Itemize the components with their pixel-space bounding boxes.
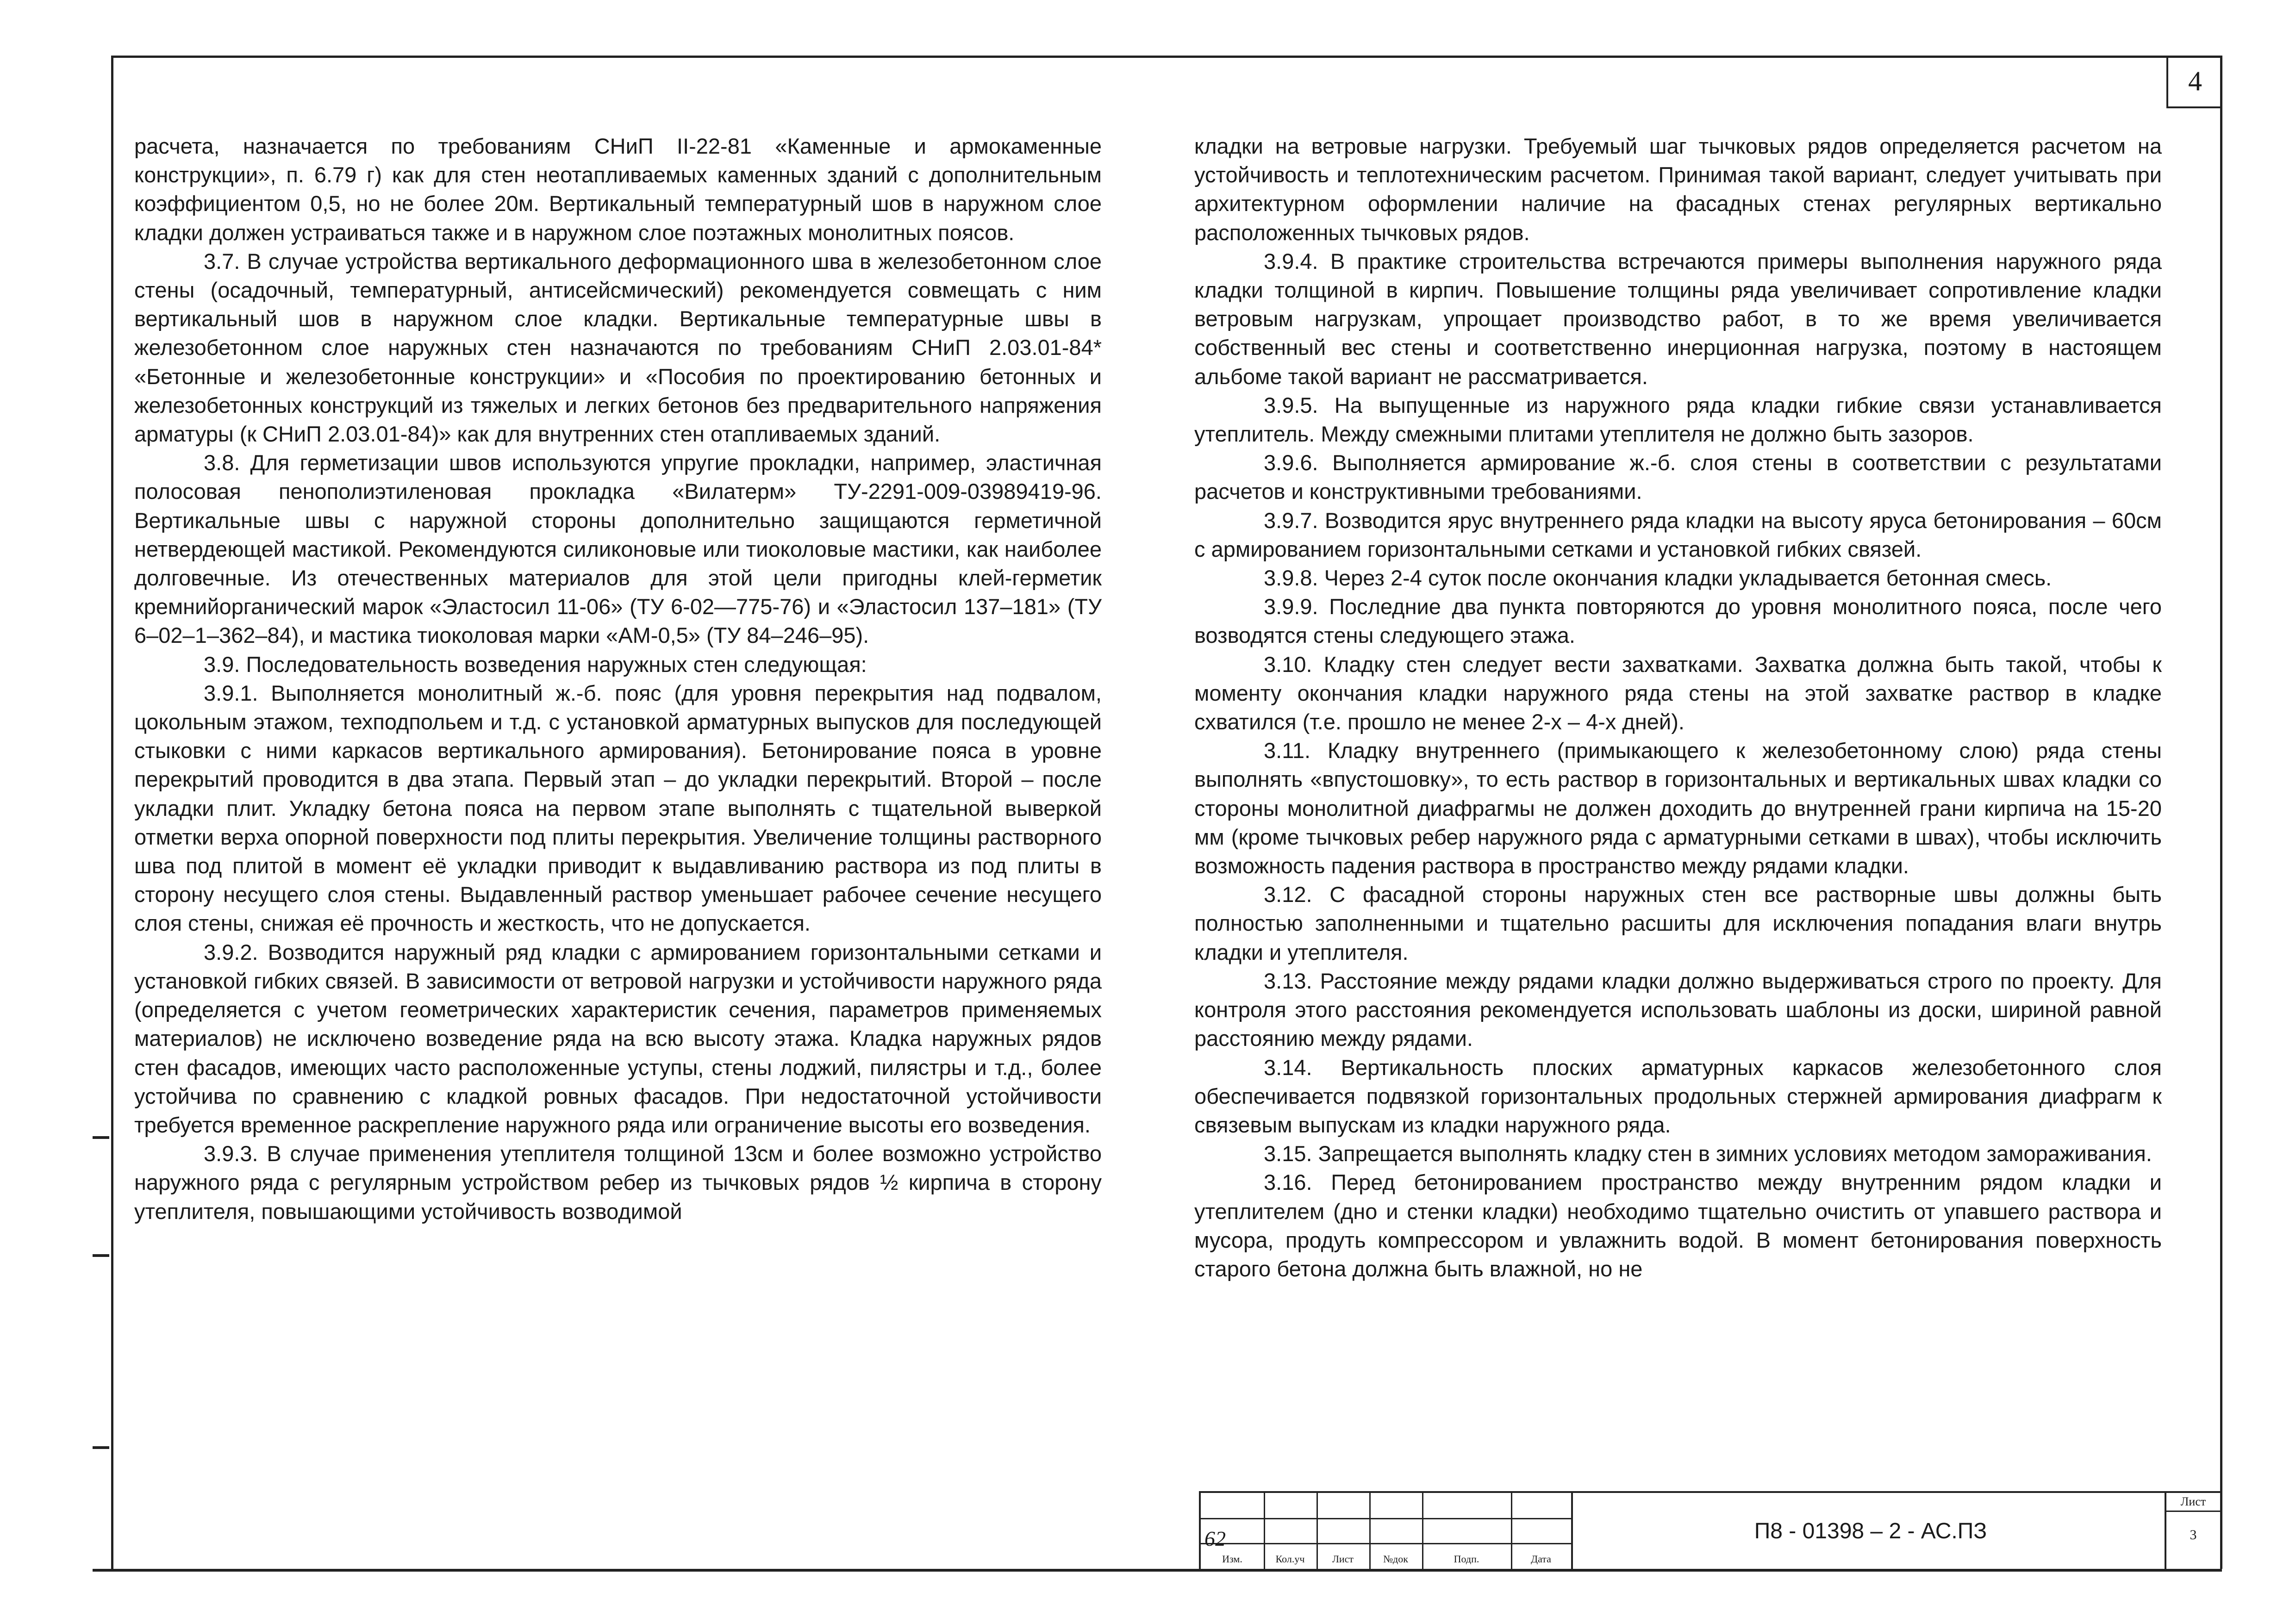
paragraph: расчета, назначается по требованиям СНиП II-22-81 «Каменные и армокаменные конструкции», п. 6.79 г) как для стен неотапливаемых каменных зданий с дополнительным коэффициентом 0,5, но не более 20м. Вертикальный температурный шов в наружном слое кладки должен устраиваться также и в наружном слое поэтажных монолитных поясов.: [134, 134, 1102, 245]
paragraph: 3.9.2. Возводится наружный ряд кладки с армированием горизонтальными сетками и установкой гибких связей. В зависимости от ветровой нагрузки и устойчивости наружного ряда (определяется с учетом геометрических характеристик сечения, параметров применяемых материалов) не исключено возведение ряда на всю высоту этажа. Кладка наружных рядов стен фасадов, имеющих часто расположенные уступы, стены лоджий, пилястры и т.д., более устойчива по сравнению с кладкой ровных фасадов. При недостаточной устойчивости требуется временное раскрепление наружного ряда или ограничение высоты его возведения.: [134, 939, 1102, 1137]
paragraph: 3.16. Перед бетонированием пространство между внутренним рядом кладки и утеплителем (дно и стенки кладки) необходимо тщательно очистить от упавшего раствора и мусора, продуть компрессором и увлажнить водой. В момент бетонирования поверхность старого бетона должна быть влажной, но не: [1194, 1170, 2162, 1281]
paragraph: 3.8. Для герметизации швов используются упругие прокладки, например, эластичная полосовая пенополиэтиленовая прокладка «Вилатерм» ТУ-2291-009-03989419-96. Вертикальные швы с наружной стороны дополнительно защищаются герметичной нетвердеющей мастикой. Рекомендуются силиконовые или тиоколовые мастики, как наиболее долговечные. Из отечественных материалов для этой цели пригодны клей-герметик кремнийорганический марок «Эластосил 11-06» (ТУ 6-02—775-76) и «Эластосил 137–181» (ТУ 6–02–1–362–84), и мастика тиоколовая марки «АМ-0,5» (ТУ 84–246–95).: [134, 450, 1102, 648]
paragraph: 3.15. Запрещается выполнять кладку стен в зимних условиях методом замораживания.: [1264, 1141, 2152, 1166]
document-code: П8 - 01398 – 2 - АС.ПЗ: [1571, 1493, 2168, 1569]
page-number: 4: [2166, 56, 2222, 108]
paragraph: 3.9.9. Последние два пункта повторяются до уровня монолитного пояса, после чего возводятся стены следующего этажа.: [1194, 594, 2162, 648]
frame-bottom-border: [93, 1569, 2222, 1572]
stamp-header-docno: №док: [1383, 1553, 1408, 1565]
paragraph: 3.9.3. В случае применения утеплителя толщиной 13см и более возможно устройство наружного ряда с регулярным устройством ребер из тычковых рядов ½ кирпича в сторону утеплителя, повышающими устойчивость возводимой: [134, 1141, 1102, 1224]
paragraph: 3.11. Кладку внутреннего (примыкающего к железобетонному слою) ряда стены выполнять «впустошовку», то есть раствор в горизонтальных и вертикальных швах кладки со стороны монолитной диафрагмы не должен доходить до внутренней грани кирпича на 15-20 мм (кроме тычковых ребер наружного ряда с арматурными сетками в швах), чтобы исключить возможность падения раствора в пространство между рядами кладки.: [1194, 738, 2162, 878]
stamp-revision-grid: [1201, 1493, 1571, 1569]
paragraph: 3.9.4. В практике строительства встречаются примеры выполнения наружного ряда кладки толщиной в кирпич. Повышение толщины ряда увеличивает сопротивление кладки ветровым нагрузкам, упрощает производство работ, в то же время увеличивается собственный вес стены и соответственно инерционная нагрузка, поэтому в настоящем альбоме такой вариант не рассматривается.: [1194, 249, 2162, 389]
left-text-column: [134, 132, 1102, 1226]
binding-tick: [93, 1136, 109, 1139]
stamp-header-count: Кол.уч: [1275, 1553, 1305, 1565]
stamp-header-date: Дата: [1531, 1553, 1551, 1565]
stamp-sheet-label: Лист: [2166, 1495, 2220, 1512]
paragraph: кладки на ветровые нагрузки. Требуемый шаг тычковых рядов определяется расчетом на устойчивость и теплотехническим расчетом. Принимая такой вариант, следует учитывать при архитектурном оформлении наличие на фасадных стенах регулярных вертикально расположенных тычковых рядов.: [1194, 134, 2162, 245]
paragraph: 3.9.6. Выполняется армирование ж.-б. слоя стены в соответствии с результатами расчетов и конструктивными требованиями.: [1194, 450, 2162, 504]
paragraph: 3.9.7. Возводится ярус внутреннего ряда кладки на высоту яруса бетонирования – 60см с армированием горизонтальными сетками и установкой гибких связей.: [1194, 508, 2162, 561]
title-block-stamp: [1199, 1491, 2220, 1569]
paragraph: 3.14. Вертикальность плоских арматурных каркасов железобетонного слоя обеспечивается подвязкой горизонтальных продольных стержней армирования диафрагм к связевым выпускам из кладки наружного ряда.: [1194, 1055, 2162, 1137]
stamp-header-change: Изм.: [1222, 1553, 1242, 1565]
paragraph: 3.9.5. На выпущенные из наружного ряда кладки гибкие связи устанавливается утеплитель. Между смежными плитами утеплителя не должно быть зазоров.: [1194, 392, 2162, 447]
paragraph: 3.12. С фасадной стороны наружных стен все растворные швы должны быть полностью заполненными и тщательно расшиты для исключения попадания влаги внутрь кладки и утеплителя.: [1194, 882, 2162, 964]
right-text-column: [1194, 132, 2162, 1283]
paragraph: 3.7. В случае устройства вертикального деформационного шва в железобетонном слое стены (осадочный, температурный, антисейсмический) рекомендуется совмещать с ним вертикальный шов в наружном слое кладки. Вертикальные температурные швы в железобетонном слое наружных стен назначаются по требованиям СНиП 2.03.01-84* «Бетонные и железобетонные конструкции» и «Пособия по проектированию бетонных и железобетонных конструкций из тяжелых и легких бетонов без предварительного напряжения арматуры (к СНиП 2.03.01-84)» как для внутренних стен отапливаемых зданий.: [134, 249, 1102, 447]
frame-top-border: [111, 56, 2222, 58]
frame-right-border: [2220, 56, 2222, 1569]
binding-tick: [93, 1446, 109, 1449]
stamp-sheet-number: 3: [2190, 1527, 2197, 1542]
stamp-sheet-cell: [2165, 1493, 2220, 1569]
frame-left-border: [111, 56, 113, 1569]
stamp-header-sheet: Лист: [1332, 1553, 1354, 1565]
stamp-handwritten-number: 62: [1204, 1527, 1226, 1550]
paragraph: 3.9.8. Через 2-4 суток после окончания кладки укладывается бетонная смесь.: [1264, 566, 2052, 591]
paragraph: 3.10. Кладку стен следует вести захватками. Захватка должна быть такой, чтобы к моменту окончания кладки наружного ряда стены на этой захватке раствор в кладке схватился (т.е. прошло не менее 2-х – 4-х дней).: [1194, 652, 2162, 734]
binding-tick: [93, 1254, 109, 1257]
paragraph: 3.9. Последовательность возведения наружных стен следующая:: [204, 652, 867, 677]
stamp-header-signature: Подп.: [1454, 1553, 1479, 1565]
paragraph: 3.9.1. Выполняется монолитный ж.-б. пояс (для уровня перекрытия над подвалом, цокольным этажом, техподпольем и т.д. с установкой арматурных выпусков для последующей стыковки с ними каркасов вертикального армирования). Бетонирование пояса в уровне перекрытий проводится в два этапа. Первый этап – до укладки перекрытий. Второй – после укладки плит. Укладку бетона пояса на первом этапе выполнять с тщательной выверкой отметки верха опорной поверхности под плиты перекрытия. Увеличение толщины растворного шва под плитой в момент её укладки приводит к выдавливанию раствора из под плиты в сторону несущего слоя стены. Выдавленный раствор уменьшает рабочее сечение несущего слоя стены, снижая её прочность и жесткость, что не допускается.: [134, 680, 1102, 936]
paragraph: 3.13. Расстояние между рядами кладки должно выдерживаться строго по проекту. Для контроля этого расстояния рекомендуется использовать шаблоны из доски, шириной равной расстоянию между рядами.: [1194, 968, 2162, 1051]
